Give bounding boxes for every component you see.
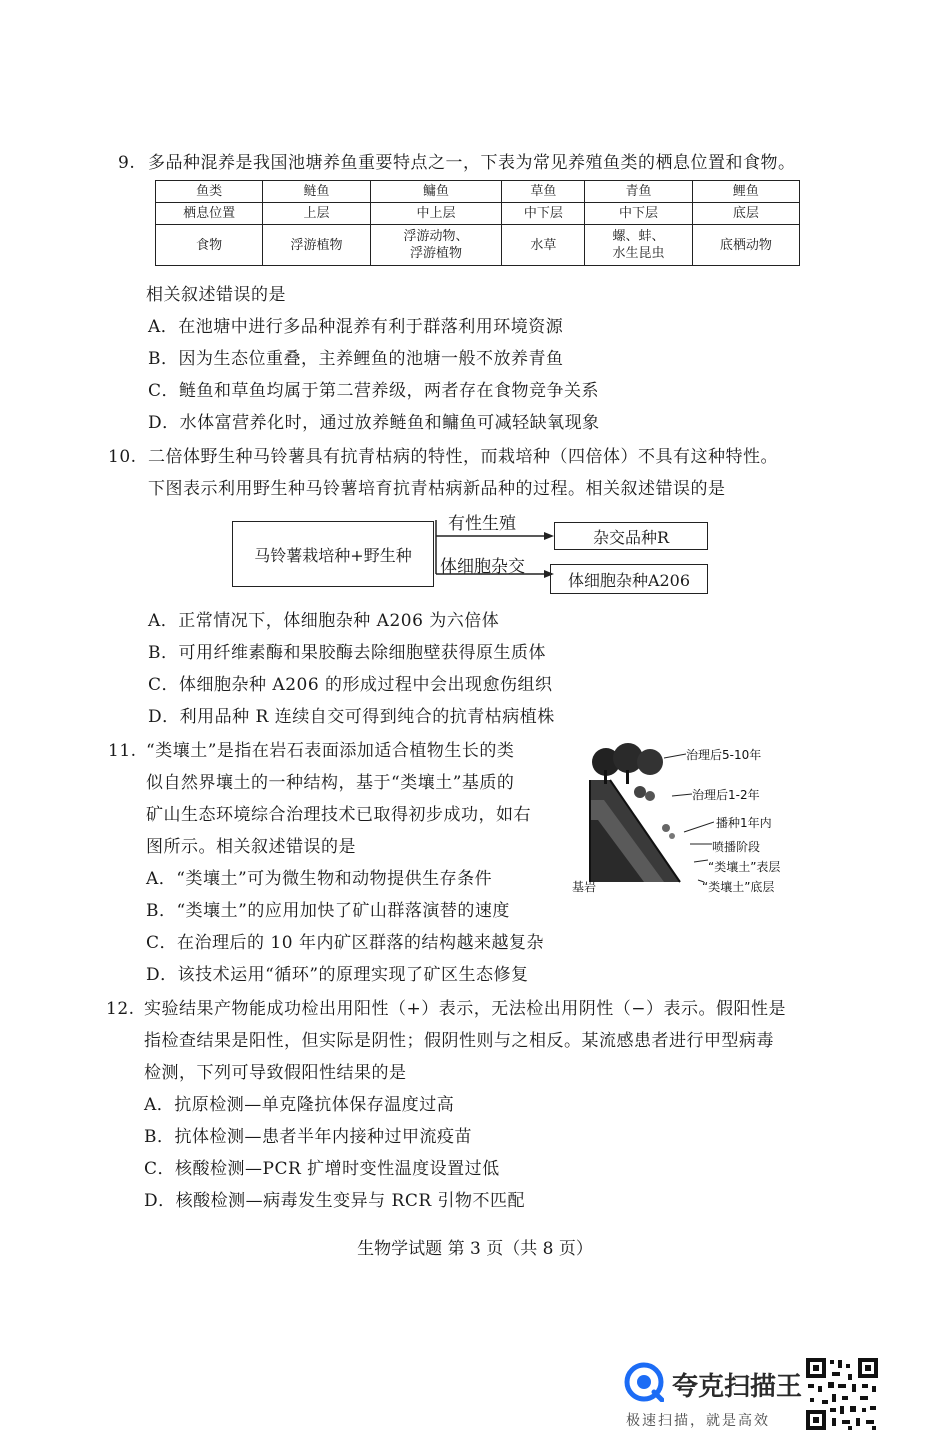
q9-prompt: 相关叙述错误的是	[146, 285, 286, 305]
table-cell: 食物	[156, 225, 263, 266]
diagram-top-path-label: 有性生殖	[448, 514, 516, 534]
table-cell: 浮游植物	[263, 225, 370, 266]
diagram-source-box: 马铃薯栽培种+野生种	[232, 521, 434, 587]
table-cell: 鲤鱼	[692, 181, 799, 203]
q12-stem-line2: 指检查结果是阳性，但实际是阴性；假阴性则与之相反。某流感患者进行甲型病毒	[144, 1031, 774, 1051]
tree-icon	[592, 743, 663, 784]
q10-option-a: A．正常情况下，体细胞杂种 A206 为六倍体	[148, 611, 500, 631]
table-cell	[370, 225, 502, 266]
diagram-hybrid-r-box: 杂交品种R	[554, 522, 708, 550]
table-row-header	[156, 181, 800, 203]
label-bottom-layer: “类壤土”底层	[702, 880, 775, 894]
table-cell: 中下层	[502, 203, 585, 225]
q10-number: 10.	[108, 447, 137, 467]
q11-option-d: D．该技术运用“循环”的原理实现了矿区生态修复	[146, 965, 529, 985]
q9-option-a: A．在池塘中进行多品种混养有利于群落利用环境资源	[148, 317, 564, 337]
q10-option-d: D．利用品种 R 连续自交可得到纯合的抗青枯病植株	[148, 707, 555, 727]
q11-stem-line3: 矿山生态环境综合治理技术已取得初步成功，如右	[146, 805, 531, 825]
q11-stem-line1: “类壤土”是指在岩石表面添加适合植物生长的类	[146, 741, 515, 761]
q12-option-a: A．抗原检测—单克隆抗体保存温度过高	[144, 1095, 455, 1115]
table-cell	[585, 225, 692, 266]
fish-habitat-table	[155, 180, 800, 266]
q10-option-b: B．可用纤维素酶和果胶酶去除细胞壁获得原生质体	[148, 643, 546, 663]
q9-option-b: B．因为生态位重叠，主养鲤鱼的池塘一般不放养青鱼	[148, 349, 564, 369]
diagram-arrows	[432, 520, 556, 586]
table-cell: 栖息位置	[156, 203, 263, 225]
q12-option-c: C．核酸检测—PCR 扩增时变性温度设置过低	[144, 1159, 500, 1179]
page-footer: 生物学试题 第 3 页（共 8 页）	[357, 1239, 593, 1259]
q11-option-c: C．在治理后的 10 年内矿区群落的结构越来越复杂	[146, 933, 544, 953]
label-after-5-10-years: 治理后5-10年	[686, 748, 762, 762]
table-cell: 底栖动物	[692, 225, 799, 266]
qr-code-icon	[804, 1356, 880, 1432]
figure-leader-lines	[664, 744, 714, 894]
q12-stem-line1: 实验结果产物能成功检出用阳性（+）表示，无法检出用阴性（−）表示。假阳性是	[144, 999, 786, 1019]
q11-option-b: B．“类壤土”的应用加快了矿山群落演替的速度	[146, 901, 510, 921]
q11-number: 11.	[108, 741, 137, 761]
cell-line: 浮游动物、	[403, 229, 469, 244]
q10-option-c: C．体细胞杂种 A206 的形成过程中会出现愈伤组织	[148, 675, 553, 695]
table-cell: 鳙鱼	[370, 181, 502, 203]
diagram-a206-box: 体细胞杂种A206	[550, 564, 708, 594]
scanner-logo-icon	[624, 1362, 664, 1402]
table-cell: 中上层	[370, 203, 502, 225]
label-after-1-2-years: 治理后1-2年	[692, 788, 760, 802]
q11-option-a: A．“类壤土”可为微生物和动物提供生存条件	[146, 869, 493, 889]
q9-number: 9.	[118, 153, 136, 173]
table-row-habitat	[156, 203, 800, 225]
q12-option-d: D．核酸检测—病毒发生变异与 RCR 引物不匹配	[144, 1191, 526, 1211]
table-cell: 青鱼	[585, 181, 692, 203]
cell-line: 螺、蚌、	[612, 229, 665, 244]
q9-option-d: D．水体富营养化时，通过放养鲢鱼和鳙鱼可减轻缺氧现象	[148, 413, 600, 433]
q12-option-b: B．抗体检测—患者半年内接种过甲流疫苗	[144, 1127, 472, 1147]
q12-number: 12.	[106, 999, 135, 1019]
table-cell: 中下层	[585, 203, 692, 225]
q10-stem-line2: 下图表示利用野生种马铃薯培育抗青枯病新品种的过程。相关叙述错误的是	[148, 479, 726, 499]
label-within-1-year: 播种1年内	[716, 816, 772, 830]
label-bedrock: 基岩	[572, 880, 597, 894]
table-row-food	[156, 225, 800, 266]
table-cell: 鲢鱼	[263, 181, 370, 203]
q9-stem: 多品种混养是我国池塘养鱼重要特点之一，下表为常见养殖鱼类的栖息位置和食物。	[148, 153, 796, 173]
table-cell: 鱼类	[156, 181, 263, 203]
cell-line: 水生昆虫	[612, 246, 665, 261]
q11-stem-line2: 似自然界壤土的一种结构，基于“类壤土”基质的	[146, 773, 515, 793]
label-top-layer: “类壤土”表层	[708, 860, 781, 874]
q12-stem-line3: 检测，下列可导致假阳性结果的是	[144, 1063, 407, 1083]
q11-stem-line4: 图所示。相关叙述错误的是	[146, 837, 356, 857]
table-cell: 草鱼	[502, 181, 585, 203]
q10-stem-line1: 二倍体野生种马铃薯具有抗青枯病的特性，而栽培种（四倍体）不具有这种特性。	[148, 447, 778, 467]
brand-name: 夸克扫描王	[672, 1372, 803, 1402]
table-cell: 底层	[692, 203, 799, 225]
table-cell: 水草	[502, 225, 585, 266]
brand-slogan: 极速扫描，就是高效	[626, 1413, 770, 1429]
cell-line: 浮游植物	[410, 246, 463, 261]
diagram-bottom-path-label: 体细胞杂交	[440, 557, 525, 577]
label-spray-stage: 喷播阶段	[712, 840, 761, 854]
q9-option-c: C．鲢鱼和草鱼均属于第二营养级，两者存在食物竞争关系	[148, 381, 600, 401]
table-cell: 上层	[263, 203, 370, 225]
